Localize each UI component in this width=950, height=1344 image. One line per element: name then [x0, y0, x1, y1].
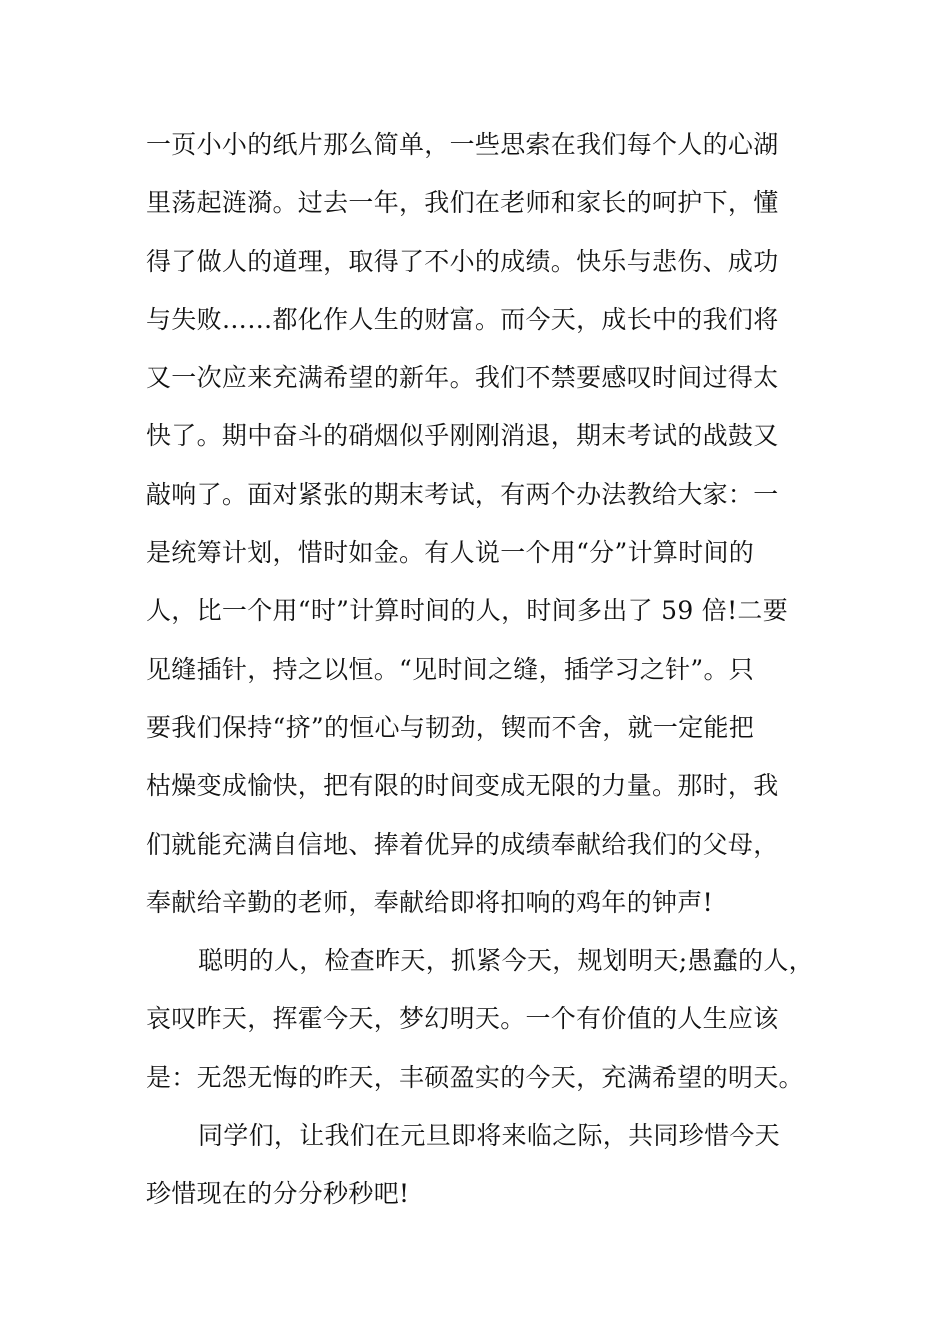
text-line: 是统筹计划，惜时如金。有人说一个用“分”计算时间的: [146, 538, 755, 568]
paragraph-start-line: 同学们，让我们在元旦即将来临之际，共同珍惜今天: [198, 1121, 780, 1151]
text-line: 人，比一个用“时”计算时间的人，时间多出了 59 倍!二要: [146, 596, 789, 626]
text-line: 珍惜现在的分分秒秒吧!: [146, 1179, 410, 1209]
text-line: 枯燥变成愉快，把有限的时间变成无限的力量。那时，我: [146, 771, 779, 801]
text-line: 一页小小的纸片那么简单，一些思索在我们每个人的心湖: [146, 130, 779, 159]
text-line: 里荡起涟漪。过去一年，我们在老师和家长的呵护下，懂: [146, 188, 779, 218]
text-line: 是：无怨无悔的昨天，丰硕盈实的今天，充满希望的明天。: [146, 1062, 804, 1092]
text-line: 敲响了。面对紧张的期末考试，有两个办法教给大家：一: [146, 479, 779, 509]
text-line: 得了做人的道理，取得了不小的成绩。快乐与悲伤、成功: [146, 246, 779, 276]
body-text: [146, 116, 826, 1224]
text-line: 又一次应来充满希望的新年。我们不禁要感叹时间过得太: [146, 363, 779, 393]
text-line: 哀叹昨天，挥霍今天，梦幻明天。一个有价值的人生应该: [146, 1004, 779, 1034]
paragraph-start-line: 聪明的人，检查昨天，抓紧今天，规划明天;愚蠢的人，: [198, 946, 814, 976]
text-line: 见缝插针，持之以恒。“见时间之缝，插学习之针”。只: [146, 654, 755, 684]
text-line: 与失败……都化作人生的财富。而今天，成长中的我们将: [146, 304, 779, 334]
text-line: 奉献给辛勤的老师，奉献给即将扣响的鸡年的钟声!: [146, 887, 713, 917]
text-line: 们就能充满自信地、捧着优异的成绩奉献给我们的父母，: [146, 829, 779, 859]
text-line: 快了。期中奋斗的硝烟似乎刚刚消退，期末考试的战鼓又: [146, 421, 779, 451]
text-line: 要我们保持“挤”的恒心与韧劲，锲而不舍，就一定能把: [146, 712, 755, 742]
